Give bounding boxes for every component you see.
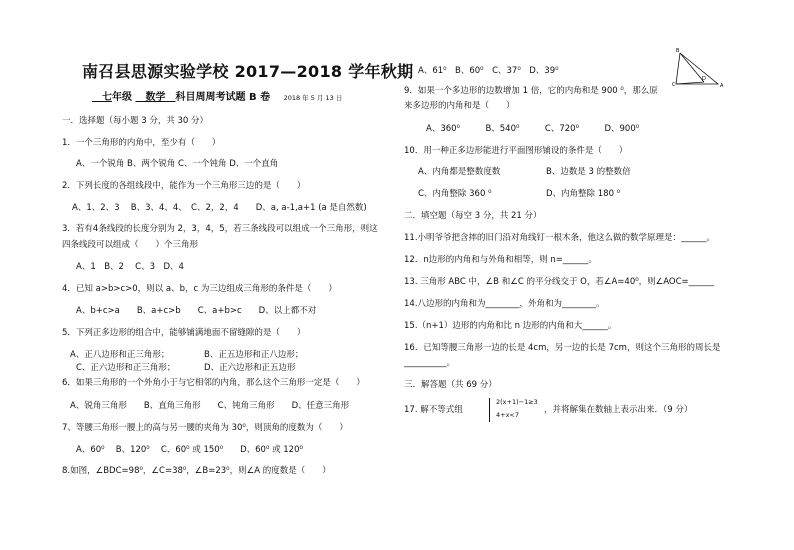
- question-3-options: A、1 B、2 C、3 D、4: [76, 262, 184, 272]
- section-fill-heading: 二．填空题（每空 3 分，共 21 分）: [404, 211, 542, 221]
- question-4: 4．已知 a>b>c>0，则以 a、b，c 为三边组成三角形的条件是（ ）: [62, 284, 337, 294]
- section-choice-heading: 一．选择题（每小题 3 分，共 30 分）: [62, 116, 209, 126]
- question-6-options: A、锐角三角形 B、直角三角形 C、钝角三角形 D、任意三角形: [70, 401, 350, 411]
- question-6: 6．如果三角形的一个外角小于与它相邻的内角，那么这个三角形一定是（ ）: [62, 378, 365, 388]
- label-d: D: [702, 76, 706, 82]
- segment-bd: [680, 53, 704, 82]
- question-13: 13. 三角形 ABC 中，∠B 和∠C 的平分线交于 O，若∠A=40⁰，则∠AOC=______: [404, 277, 715, 287]
- question-10-option-d: D、内角整除 180 ⁰: [546, 189, 621, 199]
- question-16-line2: __________。: [404, 358, 456, 368]
- subject-value: 数学: [145, 92, 166, 103]
- question-16-line1: 16．已知等腰三角形一边的长是 4cm，另一边的长是 7cm，则这个三角形的周长是: [404, 343, 721, 353]
- question-5: 5．下列正多边形的组合中，能够铺满地面不留缝隙的是（ ）: [62, 328, 306, 338]
- question-9-line2: 来多边形的内角和是（ ）: [404, 101, 515, 111]
- question-10-option-b: B、边数是 3 的整数倍: [546, 167, 631, 177]
- exam-subtitle: [92, 92, 342, 104]
- label-c: C: [672, 82, 676, 88]
- label-b: B: [676, 48, 680, 54]
- question-15: 15.（n+1）边形的内角和比 n 边形的内角和大______。: [404, 321, 617, 331]
- question-7-options: A、60⁰ B、120⁰ C、60⁰ 或 150⁰ D、60⁰ 或 120⁰: [76, 445, 303, 455]
- question-2: 2．下列长度的各组线段中，能作为一个三角形三边的是（ ）: [62, 181, 306, 191]
- grade-suffix: 年级: [112, 92, 132, 103]
- inequality-2: 4+x<7: [496, 411, 520, 419]
- question-2-options: A、1、2、3 B、3、4、4、 C、2，2，4 D、a, a-1,a+1 (a 是自然数): [72, 203, 367, 213]
- section-answer-heading: 三．解答题（共 69 分）: [404, 380, 497, 390]
- triangle-figure: [672, 46, 732, 88]
- exam-name: 科目周周考试题 B 卷: [175, 92, 271, 103]
- question-17-suffix: ，并将解集在数轴上表示出来．（9 分）: [544, 405, 693, 415]
- label-a: A: [720, 83, 724, 88]
- question-8: 8.如图，∠BDC=98⁰，∠C=38⁰，∠B=23⁰，则∠A 的度数是（ ）: [62, 466, 331, 476]
- question-5-option-c: C、正六边形和正三角形；: [76, 363, 176, 373]
- question-11: 11.小明爷爷把含摔的旧门沿对角线钉一根木条，他这么做的数学原理是：______。: [404, 233, 716, 243]
- inequality-1: 2(x+1)−1≥3: [496, 398, 538, 406]
- question-10-option-c: C、内角整除 360 ⁰: [418, 189, 492, 199]
- question-1-options: A、一个锐角 B、两个锐角 C、一个钝角 D、一个直角: [76, 159, 279, 169]
- question-10: 10．用一种正多边形能进行平面图形铺设的条件是（ ）: [404, 146, 628, 156]
- triangle-outline: [676, 53, 718, 84]
- inequality-system: [489, 398, 538, 422]
- question-5-option-a: A、正八边形和正三角形；: [70, 350, 170, 360]
- question-1: 1．一个三角形的内角中，至少有（ ）: [62, 138, 221, 148]
- question-9-options: A、360⁰ B、540⁰ C、720⁰ D、900⁰: [426, 124, 640, 134]
- question-9-line1: 9．如果一个多边形的边数增加 1 倍，它的内角和是 900 ⁰，那么原: [404, 86, 658, 96]
- grade-value: 七: [102, 92, 112, 103]
- question-8-options: A、61⁰ B、60⁰ C、37⁰ D、39⁰: [418, 66, 559, 76]
- question-3-line1: 3．若有4条线段的长度分别为 2，3，4，5，若三条线段可以组成一个三角形，则这: [62, 224, 378, 234]
- question-5-option-d: D、正六边形和正五边形: [204, 363, 296, 373]
- question-5-option-b: B、正五边形和正八边形；: [204, 350, 304, 360]
- page-title: 南召县思源实验学校 2017—2018 学年秋期: [82, 62, 414, 81]
- exam-date: 2018 年 5 月 13 日: [283, 94, 343, 102]
- question-7: 7、等腰三角形一腰上的高与另一腰的夹角为 30⁰，则顶角的度数为（ ）: [62, 423, 348, 433]
- question-12: 12．n边形的内角和与外角和相等，则 n=______。: [404, 255, 597, 265]
- question-14: 14.八边形的内角和为________，外角和为________。: [404, 299, 605, 309]
- question-3-line2: 四条线段可以组成（ ）个三角形: [62, 240, 199, 250]
- question-17-prefix: 17. 解不等式组: [404, 405, 463, 415]
- question-10-option-a: A、内角都是整数度数: [418, 167, 501, 177]
- question-4-options: A、b+c>a B、a+c>b C、a+b>c D、以上都不对: [76, 306, 317, 316]
